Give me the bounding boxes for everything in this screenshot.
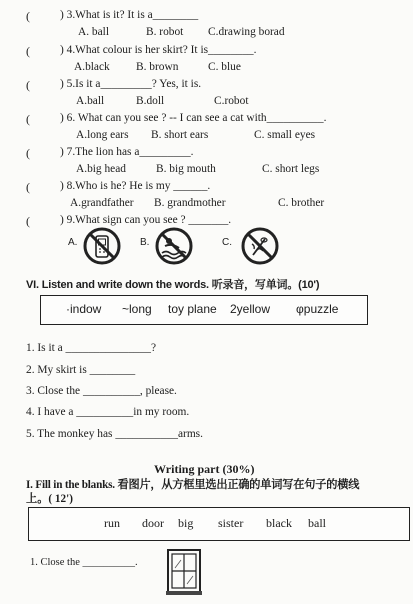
option-a: A.grandfather <box>70 197 134 209</box>
option-c: C. small eyes <box>254 129 316 141</box>
fill-sentence[interactable]: 3. Close the __________, please. <box>26 385 177 397</box>
option-c: C. brother <box>278 197 325 209</box>
no-picking-flowers-sign-icon <box>240 226 280 266</box>
no-phone-sign-icon <box>82 226 122 266</box>
fill-sentence[interactable]: 2. My skirt is ________ <box>26 364 136 376</box>
option-a: A.long ears <box>76 129 129 141</box>
no-swimming-sign-icon <box>154 226 194 266</box>
instruction-line-1: I. Fill in the blanks. 看图片，从方框里选出正确的单词写在句子的横线 <box>26 479 360 491</box>
handwritten-word: ~long <box>122 302 152 316</box>
fill-sentence[interactable]: 5. The monkey has ___________arms. <box>26 428 203 440</box>
option-b: B.doll <box>136 95 165 107</box>
word-bank-word: door <box>142 516 164 530</box>
question-text: ) 9.What sign can you see ? _______. <box>60 214 232 226</box>
handwritten-word: 2yellow <box>230 302 271 316</box>
option-c: C. <box>222 237 232 248</box>
answer-paren[interactable]: ( <box>26 214 30 228</box>
option-b: B. brown <box>136 61 179 73</box>
answer-paren[interactable]: ( <box>26 112 30 126</box>
option-b: B. short ears <box>151 129 209 141</box>
fill-sentence[interactable]: 4. I have a __________in my room. <box>26 406 190 418</box>
question-text: ) 7.The lion has a_________. <box>60 146 194 158</box>
answer-paren[interactable]: ( <box>26 78 30 92</box>
option-a: A.black <box>74 61 110 73</box>
word-bank-word: sister <box>218 516 244 530</box>
word-bank-word: ball <box>308 516 326 530</box>
answer-paren[interactable]: ( <box>26 9 30 23</box>
word-bank-word: black <box>266 516 292 530</box>
option-b: B. big mouth <box>156 163 216 175</box>
handwritten-word: φpuzzle <box>296 302 339 316</box>
question-text: ) 4.What colour is her skirt? It is________. <box>60 44 257 56</box>
option-c: C. short legs <box>262 163 320 175</box>
section-title: VI. Listen and write down the words. 听录音，写单词。(10') <box>26 279 320 291</box>
fill-sentence[interactable]: 1. Close the __________. <box>30 557 138 568</box>
question-text: ) 8.Who is he? He is my ______. <box>60 180 211 192</box>
answer-paren[interactable]: ( <box>26 180 30 194</box>
option-b: B. <box>140 237 150 248</box>
option-a: A.ball <box>76 95 105 107</box>
option-a: A. ball <box>78 26 110 38</box>
handwritten-word: ·indow <box>66 302 102 316</box>
instruction-line-2: 上。( 12') <box>26 493 73 505</box>
answer-paren[interactable]: ( <box>26 146 30 160</box>
option-c: C.drawing borad <box>208 26 285 38</box>
option-a: A. <box>68 237 78 248</box>
writing-title: Writing part (30%) <box>154 462 255 476</box>
option-b: B. robot <box>146 26 184 38</box>
handwritten-word: toy plane <box>168 302 217 316</box>
option-a: A.big head <box>76 163 126 175</box>
window-icon <box>166 548 202 596</box>
question-text: ) 6. What can you see ? -- I can see a cat with__________. <box>60 112 327 124</box>
option-c: C.robot <box>214 95 249 107</box>
word-bank-word: big <box>178 516 194 530</box>
question-text: ) 5.Is it a_________? Yes, it is. <box>60 78 202 90</box>
option-b: B. grandmother <box>154 197 226 209</box>
question-text: ) 3.What is it? It is a________ <box>60 9 199 21</box>
word-bank-word: run <box>104 516 120 530</box>
fill-sentence[interactable]: 1. Is it a _______________? <box>26 342 157 354</box>
option-c: C. blue <box>208 61 241 73</box>
answer-paren[interactable]: ( <box>26 44 30 58</box>
